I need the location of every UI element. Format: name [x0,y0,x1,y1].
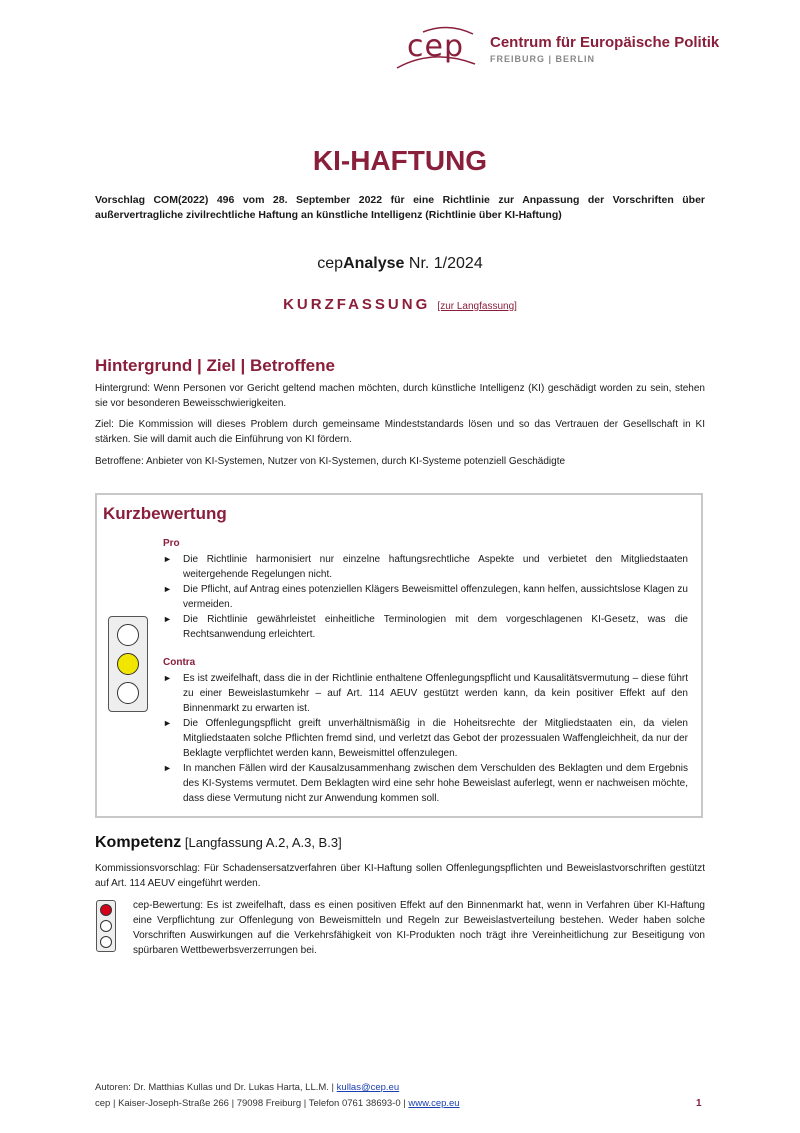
pro-item-text: Die Richtlinie harmonisiert nur einzelne haftungsrechtliche Aspekte und verbietet den Mitgliedstaaten weitergehende Regelungen nicht. [183,554,688,580]
hintergrund-text: Hintergrund: Wenn Personen vor Gericht geltend machen möchten, durch künstliche Intelligenz (KI) geschädigt worden zu sein, stehen sie vor besonderen Beweisschwierigkeiten. [95,383,705,409]
authors-text: Autoren: Dr. Matthias Kullas und Dr. Lukas Harta, LL.M. | [95,1082,337,1093]
author-email-link[interactable]: kullas@cep.eu [336,1082,400,1093]
list-item [163,612,688,642]
analyse-prefix: cep [317,255,344,272]
traffic-light-yellow [108,616,148,712]
page-number: 1 [696,1098,702,1109]
pro-item-text: Die Pflicht, auf Antrag eines potenziellen Klägers Beweismittel offenzulegen, kann helfen, aussichtslose Klagen zu vermeiden. [183,584,688,610]
analyse-nr: Nr. 1/2024 [404,255,483,272]
bullet-arrow-icon: ► [163,614,172,624]
kompetenz-ref: [Langfassung A.2, A.3, B.3] [181,835,342,850]
contra-list [163,671,688,806]
bullet-arrow-icon: ► [163,673,172,683]
lamp-top-red [100,904,112,916]
analyse-number [0,255,800,273]
betroffene-text: Betroffene: Anbieter von KI-Systemen, Nutzer von KI-Systemen, durch KI-Systeme potenziell Geschädigte [95,456,566,467]
website-link[interactable]: www.cep.eu [408,1098,460,1109]
pro-item-text: Die Richtlinie gewährleistet einheitliche Terminologien mit dem vorgeschlagenen KI-Gesetz, was die Rechtsanwendung erleichtert. [183,614,688,640]
contra-item-text: Die Offenlegungspflicht greift unverhältnismäßig in die Hoheitsrechte der Mitgliedstaaten ein, da vielen Mitgliedstaaten solche Pflichten fremd sind, und verletzt das Gebot der prozessualen Waffengleichheit, da nur der Beklagte verpflichtet werden kann, Beweismittel offenzulegen. [183,718,688,759]
bullet-arrow-icon: ► [163,584,172,594]
org-cities: FREIBURG | BERLIN [490,54,596,64]
list-item [163,671,688,716]
contra-label: Contra [163,657,196,668]
pro-label: Pro [163,538,180,549]
bullet-arrow-icon: ► [163,763,172,773]
footer-address [95,1098,460,1109]
org-name: Centrum für Europäische Politik [490,34,720,51]
analyse-bold: Analyse [343,255,405,272]
contra-item-text: In manchen Fällen wird der Kausalzusammenhang zwischen dem Verschulden des Beklagten und dem Ergebnis des KI-Systems vermutet. Dem Beklagten wird eine sehr hohe Beweislast auferlegt, wenn er nachweisen möchte, dass diese Vermutung nicht zur Anwendung kommen soll. [183,763,688,804]
lamp-middle-yellow [117,653,139,675]
cep-logo: cep [407,29,464,64]
bullet-arrow-icon: ► [163,718,172,728]
list-item [163,716,688,761]
list-item [163,552,688,582]
traffic-light-red [96,900,116,952]
contra-item-text: Es ist zweifelhaft, dass die in der Richtlinie enthaltene Offenlegungspflicht und Kausalitätsvermutung – diese führt zu einer Beweislastumkehr – auf Art. 114 AEUV gestützt werden kann, da kein positiver Effekt auf den Binnenmarkt zu erwarten ist. [183,673,688,714]
kommissionsvorschlag-text: Kommissionsvorschlag: Für Schadensersatzverfahren über KI-Haftung sollen Offenlegungspflichten und Beweislastvorschriften gestützt auf Art. 114 AEUV eingeführt werden. [95,863,705,889]
kurzfassung-label: KURZFASSUNG [283,296,431,313]
footer-authors [95,1082,399,1093]
langfassung-link[interactable]: [zur Langfassung] [437,301,517,312]
lamp-bottom [117,682,139,704]
lamp-bottom [100,936,112,948]
list-item [163,761,688,806]
bullet-arrow-icon: ► [163,554,172,564]
kurzbewertung-heading: Kurzbewertung [103,504,227,523]
kurzfassung-heading [0,296,800,313]
address-text: cep | Kaiser-Joseph-Straße 266 | 79098 Freiburg | Telefon 0761 38693-0 | [95,1098,409,1109]
lamp-middle [100,920,112,932]
lamp-top [117,624,139,646]
document-subtitle: Vorschlag COM(2022) 496 vom 28. September 2022 für eine Richtlinie zur Anpassung der Vorschriften über außervertragliche zivilrechtliche Haftung an künstliche Intelligenz (Richtlinie über KI-Haftung) [95,194,705,221]
list-item [163,582,688,612]
kompetenz-title: Kompetenz [95,834,182,851]
cep-bewertung-text: cep-Bewertung: Es ist zweifelhaft, dass es einen positiven Effekt auf den Binnenmarkt hat, wenn in Verfahren über KI-Haftung eine Verpflichtung zur Offenlegung von Beweismitteln und Regeln zur Beweislastverteilung bestehen. Weder haben solche Vorschriften Auswirkungen auf die Verkehrsfähigkeit von KI-Produkten noch trägt ihre Vereinheitlichung zur Beseitigung von spürbaren Wettbewerbsverzerrungen bei. [133,900,705,956]
pro-list [163,552,688,642]
hintergrund-heading: Hintergrund | Ziel | Betroffene [95,356,335,375]
ziel-text: Ziel: Die Kommission will dieses Problem durch gemeinsame Mindeststandards lösen und so das Vertrauen der Gesellschaft in KI stärken. Sie will damit auch die Einführung von KI fördern. [95,419,705,445]
kompetenz-heading [95,834,342,852]
document-title: KI-HAFTUNG [312,145,488,176]
